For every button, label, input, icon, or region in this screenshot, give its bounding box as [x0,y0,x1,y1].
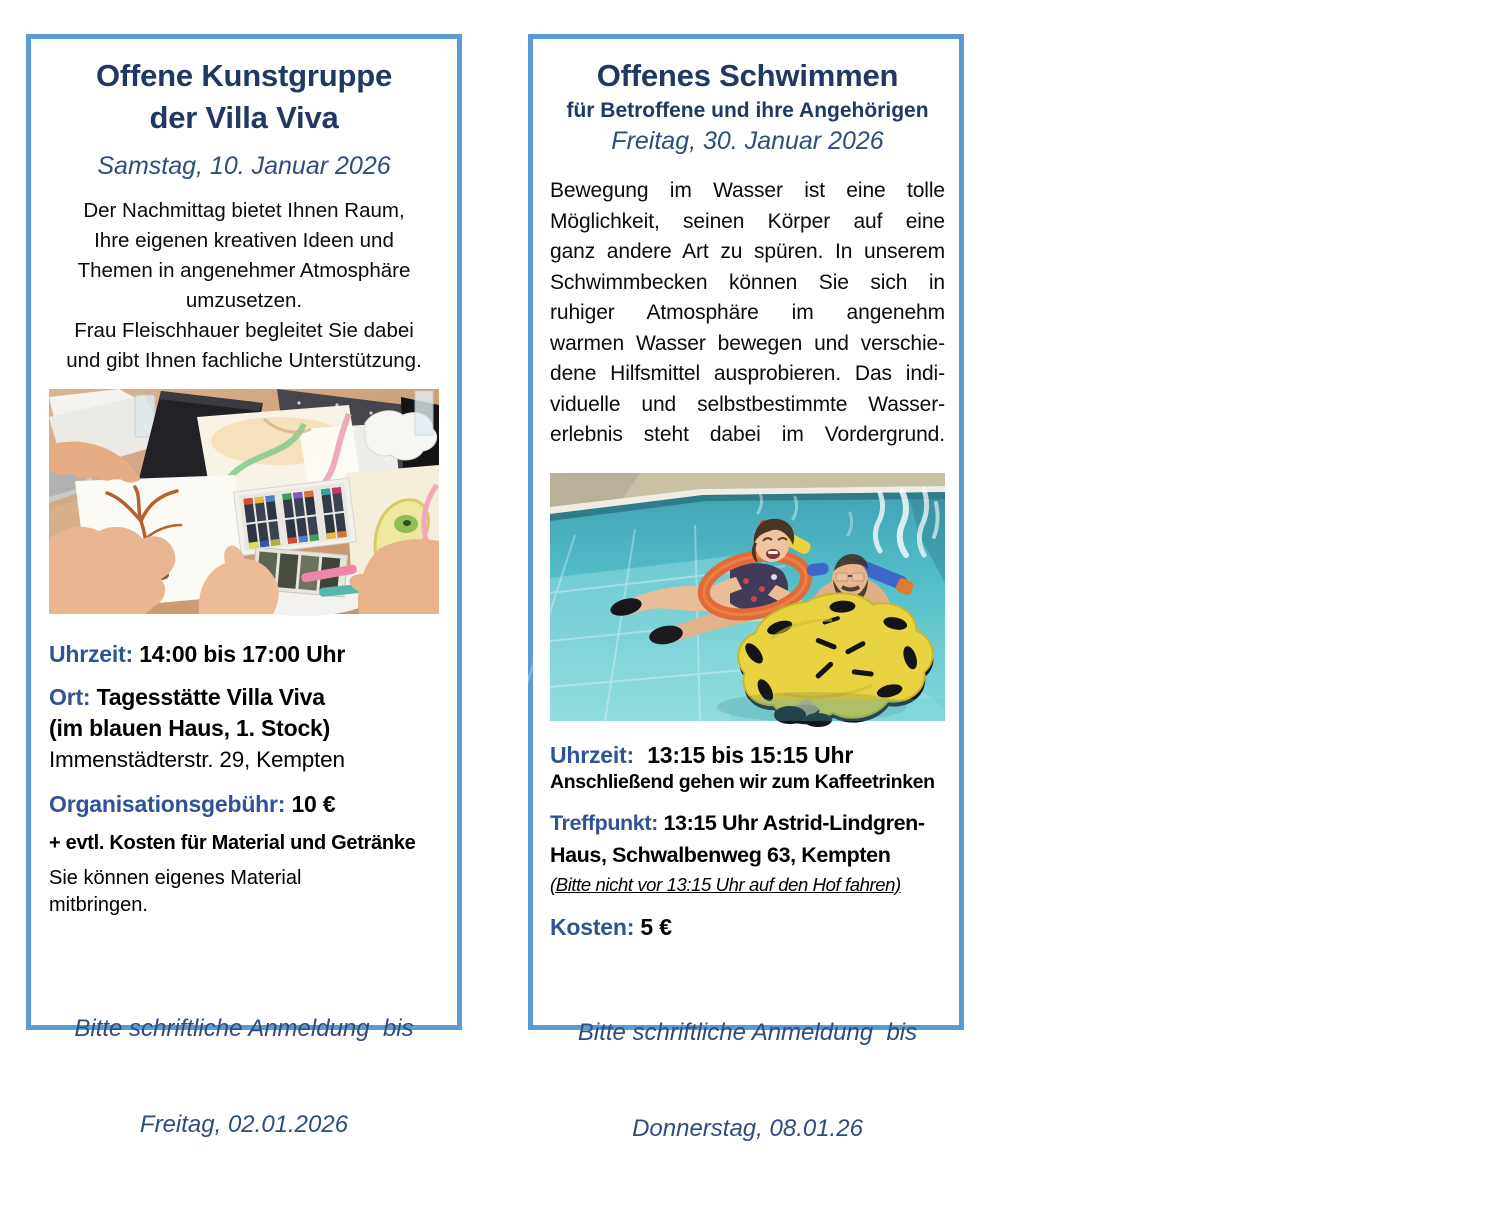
treffpunkt-block [550,807,945,899]
swimming-signup-note [550,953,945,1209]
uhrzeit-row [49,640,439,668]
treffpunkt-label: Treffpunkt: [550,810,658,835]
treffpunkt-value: 13:15 Uhr Astrid-Lindgren- [663,810,925,835]
description-line: Möglichkeit, seinen Körper auf eine [550,209,945,233]
signup-line1: Bitte schriftliche Anmeldung bis [74,1015,414,1042]
fee-label: Organisationsgebühr: [49,791,286,817]
ort-label: Ort: [49,684,91,710]
description-line: ganz andere Art zu spüren. In unserem [550,240,945,263]
ort-block [49,682,439,775]
art-group-title-line1: Offene Kunstgruppe [95,58,393,93]
treffpunkt-line2: Haus, Schwalbenweg 63, Kempten [550,842,891,867]
description-line: umzusetzen. [185,289,303,312]
description-line: erlebnis steht dabei im Vordergrund. [550,423,945,446]
description-line: viduelle und selbstbestimmte Wasser- [550,392,945,416]
uhrzeit-note: Anschließend gehen wir zum Kaffeetrinken [550,770,935,793]
art-workshop-photo-illustration [49,389,439,614]
art-group-title [49,55,439,139]
description-line: Frau Fleischhauer begleitet Sie dabei [74,319,414,342]
uhrzeit-label: Uhrzeit: [49,641,134,667]
description-line: und gibt Ihnen fachliche Unterstützung. [66,349,422,372]
signup-line1: Bitte schriftliche Anmeldung bis [577,1018,918,1046]
uhrzeit-value: 14:00 bis 17:00 Uhr [139,641,346,667]
signup-deadline: Freitag, 02.01.2026 [139,1111,349,1138]
description-line: Schwimmbecken können Sie sich in [550,270,945,294]
treffpunkt-note: (Bitte nicht vor 13:15 Uhr auf den Hof fahren) [550,873,901,895]
fee-note: + evtl. Kosten für Material und Getränke [49,832,416,854]
swimming-date: Freitag, 30. Januar 2026 [611,127,884,155]
description-line: Ihre eigenen kreativen Ideen und [94,229,394,252]
kosten-value: 5 € [640,913,672,940]
swimming-pool-photo [550,473,945,721]
art-workshop-photo [49,389,439,614]
description-line: warmen Wasser bewegen und verschie- [550,331,945,355]
ort-row [49,682,439,713]
swimming-card [528,34,964,1142]
description-line: dene Hilfsmittel ausprobieren. Das indi- [550,362,945,385]
swimming-description [550,176,945,451]
kosten-row [550,913,945,941]
kosten-label: Kosten: [550,913,635,940]
fee-row [49,790,439,818]
ort-value: Tagesstätte Villa Viva [96,684,325,710]
swimming-title: Offenes Schwimmen [596,58,899,93]
description-line: ruhiger Atmosphäre im angenehm [550,301,945,324]
ort-address: Immenstädterstr. 29, Kempten [49,747,345,772]
material-note-line2: mitbringen. [49,894,148,916]
treffpunkt-row [550,807,945,839]
description-line: Bewegung im Wasser ist eine tolle [550,179,945,202]
art-group-title-line2: der Villa Viva [149,100,339,135]
material-note-line1: Sie können eigenes Material [49,867,302,889]
uhrzeit-label: Uhrzeit: [550,741,635,768]
ort-detail: (im blauen Haus, 1. Stock) [49,715,331,741]
signup-deadline: Donnerstag, 08.01.26 [632,1114,863,1142]
uhrzeit-value: 13:15 bis 15:15 Uhr [647,741,854,768]
swimming-pool-photo-illustration [550,473,945,721]
uhrzeit-row [550,741,945,769]
art-group-description [49,196,439,376]
description-line: Der Nachmittag bietet Ihnen Raum, [83,199,405,222]
art-group-date: Samstag, 10. Januar 2026 [97,152,391,180]
art-group-signup-note [49,949,439,1205]
swimming-subtitle: für Betroffene und ihre Angehörigen [566,99,929,122]
description-line: Themen in angenehmer Atmosphäre [77,259,411,282]
material-note [49,865,439,919]
art-group-card [26,34,462,1138]
fee-value: 10 € [291,791,336,817]
